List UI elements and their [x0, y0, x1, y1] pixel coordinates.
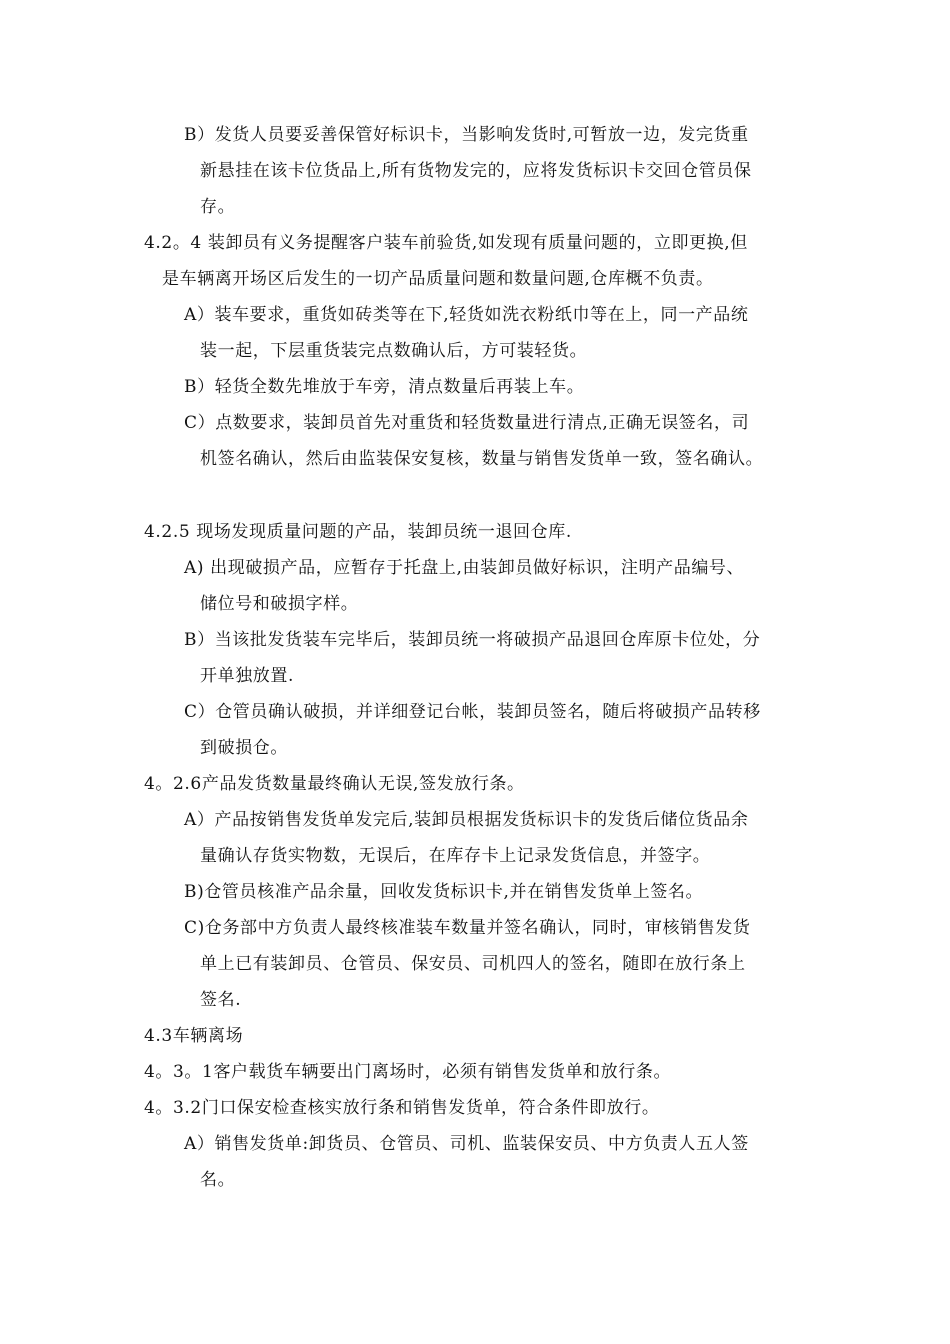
text-line: 单上已有装卸员、仓管员、保安员、司机四人的签名，随即在放行条上	[200, 954, 746, 974]
text-line: 是车辆离开场区后发生的一切产品质量问题和数量问题,仓库概不负责。	[162, 269, 714, 289]
text-line: 储位号和破损字样。	[200, 594, 359, 614]
text-line: B)仓管员核准产品余量，回收发货标识卡,并在销售发货单上签名。	[184, 882, 704, 902]
text-line: C）点数要求，装卸员首先对重货和轻货数量进行清点,正确无误签名，司	[184, 413, 750, 433]
text-line: C）仓管员确认破损，并详细登记台帐，装卸员签名，随后将破损产品转移	[184, 702, 761, 722]
text-line: C)仓务部中方负责人最终核准装车数量并签名确认，同时，审核销售发货	[184, 918, 751, 938]
text-line: A) 出现破损产品，应暂存于托盘上,由装卸员做好标识，注明产品编号、	[184, 558, 745, 578]
text-line: 4。2.6产品发货数量最终确认无误,签发放行条。	[144, 774, 525, 794]
text-line: 签名.	[200, 990, 242, 1010]
text-line: 存。	[200, 197, 236, 217]
text-line: A）销售发货单:卸货员、仓管员、司机、监装保安员、中方负责人五人签	[184, 1134, 749, 1154]
text-line: B）当该批发货装车完毕后，装卸员统一将破损产品退回仓库原卡位处，分	[184, 630, 761, 650]
text-line: 4.2。4 装卸员有义务提醒客户装车前验货,如发现有质量问题的，立即更换,但	[144, 233, 748, 253]
text-line: A）产品按销售发货单发完后,装卸员根据发货标识卡的发货后储位货品余	[184, 810, 749, 830]
text-line: 4。3。1客户载货车辆要出门离场时，必须有销售发货单和放行条。	[144, 1062, 672, 1082]
text-line: 装一起，下层重货装完点数确认后，方可装轻货。	[200, 341, 588, 361]
text-line: 4。3.2门口保安检查核实放行条和销售发货单，符合条件即放行。	[144, 1098, 660, 1118]
text-line: A）装车要求，重货如砖类等在下,轻货如洗衣粉纸巾等在上，同一产品统	[184, 305, 749, 325]
section-heading: 4.3车辆离场	[144, 1026, 244, 1046]
text-line: 到破损仓。	[200, 738, 288, 758]
text-line: 新悬挂在该卡位货品上,所有货物发完的，应将发货标识卡交回仓管员保	[200, 161, 752, 181]
text-line: B）发货人员要妥善保管好标识卡，当影响发货时,可暂放一边，发完货重	[184, 125, 749, 145]
text-line: B）轻货全数先堆放于车旁，清点数量后再装上车。	[184, 377, 585, 397]
text-line: 开单独放置.	[200, 666, 295, 686]
text-line: 量确认存货实物数，无误后，在库存卡上记录发货信息，并签字。	[200, 846, 711, 866]
text-line: 名。	[200, 1170, 236, 1190]
text-line: 4.2.5 现场发现质量问题的产品，装卸员统一退回仓库.	[144, 522, 572, 542]
text-line: 机签名确认，然后由监装保安复核，数量与销售发货单一致，签名确认。	[200, 449, 764, 469]
